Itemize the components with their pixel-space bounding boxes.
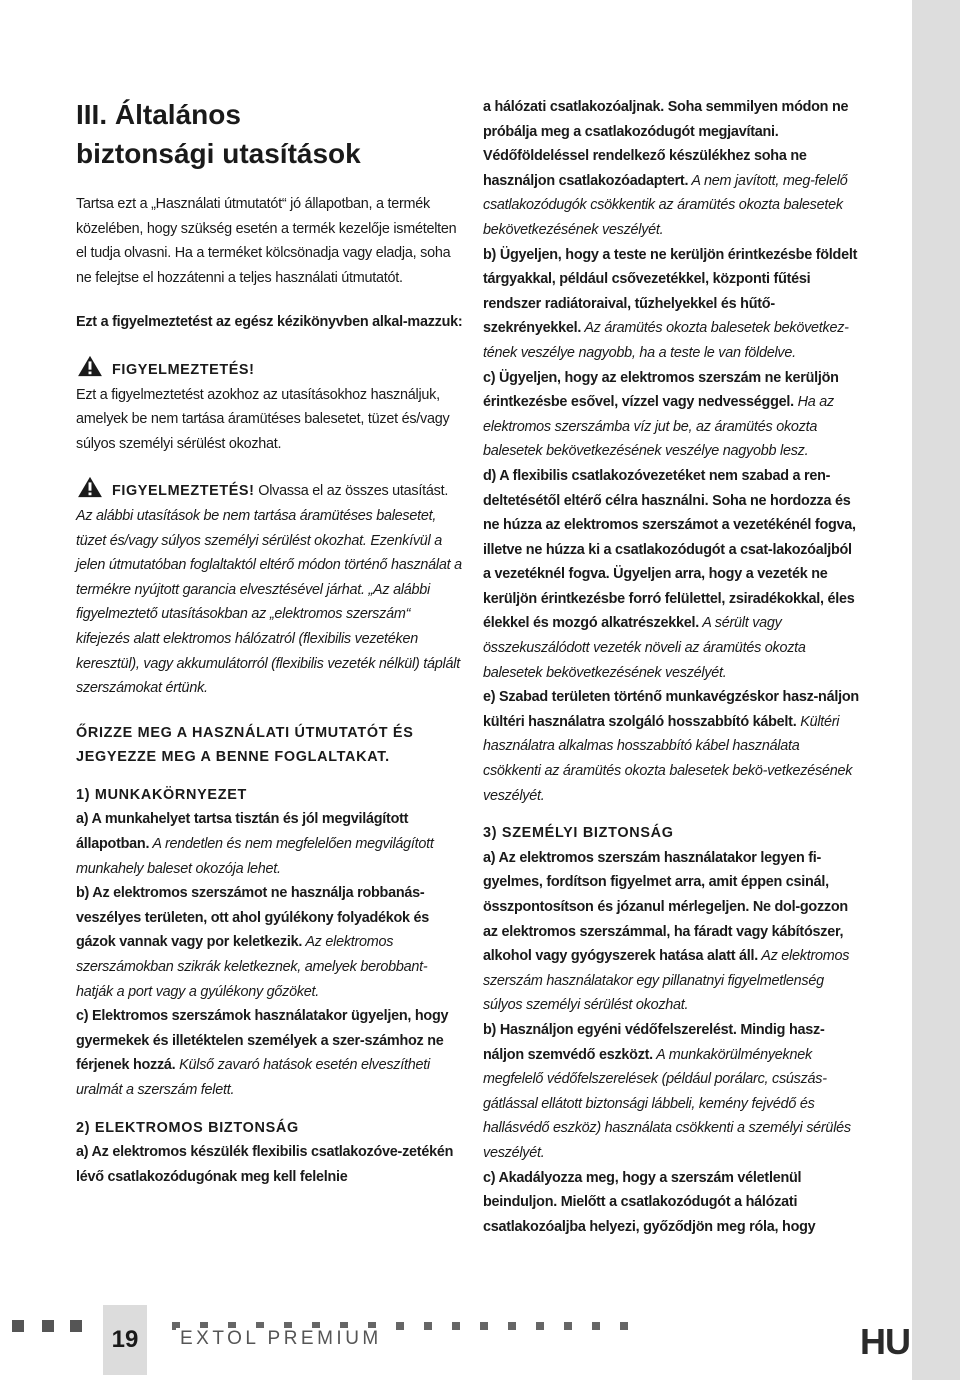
section-1a-bold: a) A munkahelyet tartsa tisztán és jól megvilágított állapotban.: [76, 811, 409, 853]
section-2a-bold: a) Az elektromos készülék flexibilis csatlakozóve-zetékén lévő csatlakozódugónak meg kell felelnie: [76, 1144, 454, 1185]
page-number: 19: [103, 1305, 147, 1375]
section-3-heading: 3) SZEMÉLYI BIZTONSÁG: [483, 825, 674, 842]
footer-dot: [396, 1322, 404, 1330]
keep-manual-heading: ŐRIZZE MEG A HASZNÁLATI ÚTMUTATÓT ÉS JEGYEZZE MEG A BENNE FOGLALTAKAT.: [76, 724, 414, 766]
title-line-2: biztonsági utasítások: [76, 138, 361, 169]
section-1c: [76, 1004, 464, 1102]
warning-1-text: Ezt a figyelmeztetést azokhoz az utasításokhoz használjuk, amelyek be nem tartása áramütéses balesetet, tüzet és/vagy súlyos személyi sérülést okozhat.: [76, 386, 450, 452]
footer-square: [70, 1320, 82, 1332]
warning-1: [76, 355, 464, 383]
section-1-heading: 1) MUNKAKÖRNYEZET: [76, 786, 247, 803]
section-3b: [483, 1018, 859, 1166]
footer-dot: [536, 1322, 544, 1330]
section-2c-bold: c) Ügyeljen, hogy az elektromos szerszám ne kerüljön érintkezésbe esővel, vízzel vagy nedvességgel.: [483, 369, 839, 411]
section-1b-bold: b) Az elektromos szerszámot ne használja robbanás-veszélyes területen, ott ahol gyúlékony folyadékok és gázok vannak vagy por keletkezik.: [76, 885, 430, 951]
warning-2-heading: FIGYELMEZTETÉS!: [112, 483, 255, 500]
section-2b-bold: b) Ügyeljen, hogy a teste ne kerüljön érintkezésbe földelt tárgyakkal, például csővezetékkel, központi fűtési rendszer radiátoraival, tűzhelyekkel és hűtő-szekrényekkel.: [483, 246, 858, 337]
section-title: [76, 95, 464, 173]
warning-triangle-icon: [76, 355, 104, 377]
footer-dot: [620, 1322, 628, 1330]
footer-square: [12, 1320, 24, 1332]
section-1a: [76, 807, 464, 881]
title-line-1: III. Általános: [76, 99, 241, 130]
warning-triangle-icon: [76, 476, 104, 498]
footer-square: [42, 1320, 54, 1332]
section-3b-bold: b) Használjon egyéni védőfelszerelést. Mindig hasz-náljon szemvédő eszközt.: [483, 1021, 825, 1063]
section-2e-bold: e) Szabad területen történő munkavégzéskor hasz-náljon kültéri használatra szolgáló hosszabbító kábelt.: [483, 689, 859, 730]
note-paragraph: Ezt a figyelmeztetést az egész kézikönyvben alkal-mazzuk:: [76, 314, 463, 331]
footer-dot: [508, 1322, 516, 1330]
section-2b: [483, 243, 859, 366]
section-2d: [483, 464, 859, 685]
section-3c: [483, 1166, 859, 1240]
section-1b-italic: Az elektromos szerszámokban szikrák keletkeznek, amelyek berobbant-hatják a port vagy a gyúlékony gőzöket.: [76, 934, 428, 1000]
section-2-heading: 2) ELEKTROMOS BIZTONSÁG: [76, 1119, 299, 1136]
section-3c-bold: c) Akadályozza meg, hogy a szerszám véletlenül beinduljon. Mielőtt a csatlakozódugót a hálózati csatlakozóaljba helyezi, győződjön meg róla, hogy: [483, 1169, 816, 1235]
section-2d-italic: A sérült vagy összekuszálódott vezeték növeli az áramütés okozta balesetek bekövetkezésének veszélyét.: [483, 615, 806, 681]
footer-dot: [564, 1322, 572, 1330]
section-2b-italic: Az áramütés okozta balesetek bekövetkez-tének veszélye nagyobb, ha a teste le van földelve.: [483, 320, 849, 361]
section-3a-italic: Az elektromos szerszám használatakor egy pillanatnyi figyelmetlenség súlyos személyi sérülést okozhat.: [483, 948, 850, 1014]
footer-dot: [480, 1322, 488, 1330]
section-2a-cont-bold: a hálózati csatlakozóaljnak. Soha semmilyen módon ne próbálja meg a csatlakozódugót megjavítani. Védőföldeléssel rendelkező készülékhez soha ne használjon csatlakozóadaptert.: [483, 99, 849, 189]
section-3a: [483, 846, 859, 1018]
section-2e-italic: Kültéri használatra alkalmas hosszabbító kábel használata csökkenti az áramütés okozta balesetek bekö-vetkezésének veszélyét.: [483, 713, 853, 804]
section-2c: [483, 366, 859, 464]
brand-name: EXTOL PREMIUM: [176, 1328, 386, 1350]
warning-2: [76, 476, 464, 700]
section-1c-italic: Külső zavaró hatások esetén elveszítheti uralmát a szerszám felett.: [76, 1057, 430, 1098]
side-strip: [912, 0, 960, 1380]
section-2a: [76, 1140, 464, 1189]
section-3a-bold: a) Az elektromos szerszám használatakor legyen fi-gyelmes, fordítson figyelmet arra, amit éppen csinál, összpontosítson és józanul mérlegeljen. Ne dol-gozzon az elektromos szerszámmal, ha fáradt vagy kábítószer, alkohol vagy gyógyszerek hatása alatt áll.: [483, 849, 848, 965]
section-3b-italic: A munkakörülményeknek megfelelő védőfelszerelések (például porálarc, csúszás-gátlással ellátott biztonsági lábbeli, kemény fejvédő és hallásvédő eszköz) használata csökkenti a személyi sérülés veszélyét.: [483, 1046, 851, 1161]
section-2d-bold: d) A flexibilis csatlakozóvezetéket nem szabad a ren-deltetésétől eltérő célra használni. Soha ne hordozza és ne húzza az elektromos szerszámot a vezetékénél fogva, illetve ne húzza ki a csatlakozódugót a csat-lakozóaljból a vezetéknél fogva. Ügyeljen arra, hogy a vezeték ne kerüljön érintkezésbe forró felülettel, zsiradékokkal, éles élekkel és mozgó alkatrészekkel.: [483, 467, 856, 632]
right-column: [483, 95, 859, 1239]
section-1c-bold: c) Elektromos szerszámok használatakor ügyeljen, hogy gyermekek és illetéktelen személyek a szer-számhoz ne férjenek hozzá.: [76, 1008, 449, 1074]
footer-dot: [452, 1322, 460, 1330]
section-1b: [76, 881, 464, 1004]
section-2e: [483, 685, 859, 808]
warning-2-text: Olvassa el az összes utasítást.: [254, 483, 449, 500]
warning-1-heading: FIGYELMEZTETÉS!: [112, 361, 255, 378]
section-2a-cont: [483, 95, 859, 243]
intro-paragraph: Tartsa ezt a „Használati útmutatót“ jó állapotban, a termék közelében, hogy szükség esetén a termék kezelője ismételten el tudja olvasni. Ha a terméket kölcsönadja vagy eladja, soha ne felejtse el hozzátenni a teljes használati útmutatót.: [76, 196, 457, 286]
section-2c-italic: Ha az elektromos szerszámba víz jut be, az áramütés okozta balesetek bekövetkezésének veszélye nagyobb lesz.: [483, 394, 834, 460]
language-code: HU: [860, 1321, 910, 1362]
footer-dot: [592, 1322, 600, 1330]
section-2a-cont-italic: A nem javított, meg-felelő csatlakozódugók csökkentik az áramütés okozta balesetek bekövetkezésének veszélyét.: [483, 172, 848, 238]
footer-dot: [424, 1322, 432, 1330]
page-footer: [0, 1300, 960, 1380]
section-1a-italic: A rendetlen és nem megfelelően megvilágított munkahely baleset okozója lehet.: [76, 836, 434, 877]
left-column: [76, 95, 464, 1189]
warning-2-italic: Az alábbi utasítások be nem tartása áramütéses balesetet, tüzet és/vagy súlyos személyi sérülést okozhat. Ezenkívül a jelen útmutatóban foglaltaktól eltérő módon történő használat a termékre nyújtott garancia elvesztésével járhat. „Az alábbi figyelmeztető utasításokban az „elektromos szerszám“ kifejezés alatt elektromos hálózatról (flexibilis vezetéken keresztül), vagy akkumulátorról (flexibilis vezeték nélkül) táplált szerszámokat értünk.: [76, 507, 462, 697]
